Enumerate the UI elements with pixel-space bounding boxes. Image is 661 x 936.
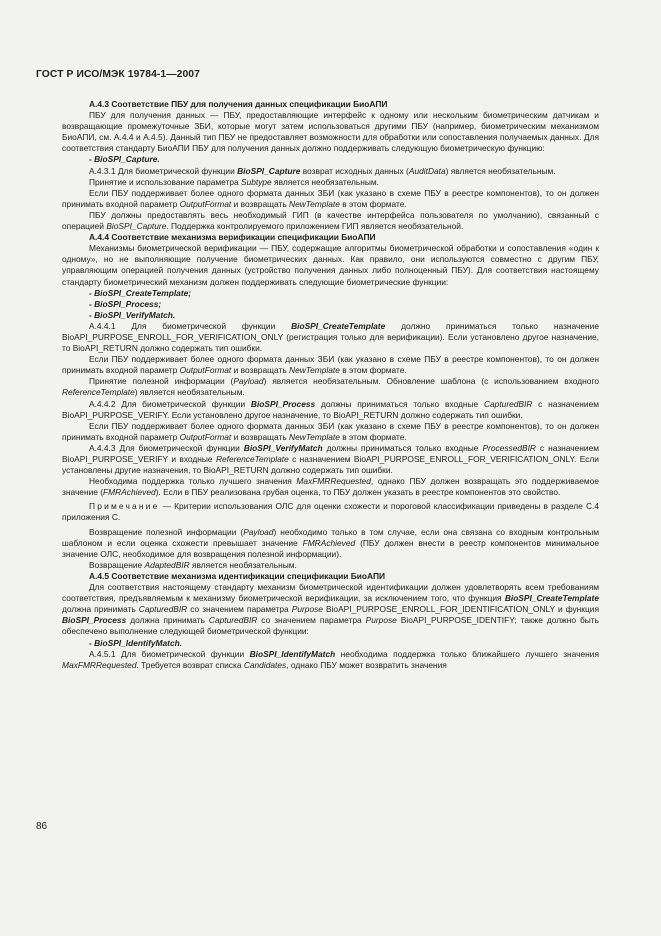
function-name: BioSPI_Process [250,398,316,409]
text-run: ). Если в ПБУ реализована грубая оценка, то ПБУ должен указать в реестре компонентов это свойство. [155,487,561,498]
page-content [62,99,599,671]
text-run: в этом формате. [339,365,407,376]
parameter-name: ReferenceTemplate [62,387,135,398]
function-name: BioSPI_CreateTemplate [291,320,386,331]
text-run: (ПБУ должен внести в реестр компонентов минимальное значение ОЛС, необходимое для возвращения полезной информации). [62,537,599,559]
text-run: ) является необязательным. Обновление шаблона (с использованием входного [263,376,599,387]
text-run: должно приниматься только назначение BioAPI_PURPOSE_ENROLL_FOR_VERIFICATION_ONLY (регистрация только для верификации). Если установлено другое назначение, то BioAPI_RETURN должно содержать тип ошибки. [62,320,599,354]
parameter-name: FMRAchieved [302,537,356,548]
parameter-name: NewTemplate [289,431,340,442]
text-run: необходима поддержка только ближайшего лучшего значения [335,648,599,659]
text-run: Принятие полезной информации ( [89,376,234,387]
function-list-item: - BioSPI_VerifyMatch. [89,309,176,320]
paragraph [62,476,599,498]
function-name: BioSPI_Capture [106,221,167,232]
function-name: BioSPI_IdentifyMatch [249,648,336,659]
parameter-name: OutputFormat [179,198,232,209]
parameter-name: ReferenceTemplate [215,454,289,464]
parameter-name: FMRAchieved [103,487,156,498]
paragraph [62,527,599,560]
section-heading-a45: А.4.5 Соответствие механизма идентификации спецификации БиоАПИ [89,570,385,581]
text-run: и возвращать [231,198,290,209]
parameter-name: CapturedBIR [483,398,533,409]
text-run: должна принимать [126,615,209,626]
clause-a451 [62,649,599,671]
text-run: Для соответствия настоящему стандарту механизм биометрической идентификации должен удовлетворять всем требованиям соответствия, предъявляемым к механизму биометрической верификации, за исключением того, что функция [62,582,599,604]
function-list-item: - BioSPI_IdentifyMatch. [89,637,183,648]
text-run: и возвращать [231,431,290,442]
clause-a442 [62,399,599,421]
text-run: BioAPI_PURPOSE_IDENTIFY; также должно быть обеспечено выполнение следующей биометрической функции: [62,615,599,637]
parameter-name: ProcessedBIR [482,442,536,453]
paragraph [62,560,599,571]
text-run: должны приниматься только входные [315,398,484,409]
text-run: . Требуется возврат списка [136,659,244,670]
text-run: А.4.5.1 Для биометрической функции [89,648,250,659]
text-run: и возвращать [231,365,290,376]
text-run: должна принимать [62,604,139,615]
text-run: Если ПБУ поддерживает более одного формата данных ЗБИ (как указано в схеме ПБУ в реестре компонентов), то он должен принимать входной параметр [62,187,599,209]
text-run: , однако ПБУ может возвратить значения [286,659,447,670]
function-name: BioSPI_Capture [237,165,301,176]
standard-header: ГОСТ Р ИСО/МЭК 19784-1—2007 [36,69,200,80]
paragraph [62,582,599,637]
paragraph [62,210,599,232]
text-run: А.4.4.3 Для биометрической функции [89,442,244,453]
paragraph: Механизмы биометрической верификации — ПБУ, содержащие алгоритмы биометрической обработки и сопоставления «один к одному», но не выполняющие получение биометрических данных. Как правило, они используются совместно с другим ПБУ, управляющим операцией получения данных (устройство получения данных либо полноценный ПБУ). Для соответствия настоящему стандарту биометрический механизм должен поддерживать следующие биометрические функции: [62,243,599,287]
function-list-item: - BioSPI_Process; [89,298,162,309]
parameter-name: NewTemplate [289,365,340,376]
text-run: ПБУ должны предоставлять весь необходимый ГИП (в качестве интерфейса пользователя по умолчанию), связанный с операцией [62,209,599,232]
text-run: ) является необязательным. [134,387,245,398]
note [62,501,599,523]
function-name: BioSPI_CreateTemplate [504,593,599,604]
note-label: Примечание [89,501,160,512]
text-run: А.4.4.1 Для биометрической функции [89,320,292,331]
function-name: BioSPI_Process [62,615,127,626]
parameter-name: MaxFMRRequested [296,476,371,487]
parameter-name: Payload [243,526,274,537]
parameter-name: OutputFormat [179,431,232,442]
parameter-name: CapturedBIR [138,604,188,615]
paragraph [62,188,599,210]
parameter-name: Candidates [243,659,287,670]
text-run: ) необходимо только в том случае, если она связана со входным контрольным шаблоном и если оценка схожести превышает значение [62,526,600,548]
text-run: со значением параметра [187,604,292,615]
parameter-name: MaxFMRRequested [62,659,137,670]
parameter-name: AdaptedBIR [144,559,190,570]
text-run: ) является необязательным. [445,165,556,176]
section-heading-a44: А.4.4 Соответствие механизма верификации спецификации БиоАПИ [89,232,376,243]
text-run: в этом формате. [339,198,407,209]
text-run: с назначением BioAPI_PURPOSE_ENROLL_FOR_VERIFICATION_ONLY. Если установлены другие назначения, то BioAPI_RETURN должно содержать тип ошибки. [62,454,599,476]
text-run: , однако ПБУ должен возвращать это поддерживаемое значение ( [62,476,599,498]
text-run: в этом формате. [339,431,407,442]
text-run: со значением параметра [257,615,366,626]
parameter-name: Payload [233,376,264,387]
parameter-name: Purpose [291,604,323,615]
parameter-name: NewTemplate [289,198,340,209]
page-number: 86 [36,821,48,832]
text-run: Если ПБУ поддерживает более одного формата данных ЗБИ (как указано в схеме ПБУ в реестре компонентов), то он должен принимать входной параметр [62,420,599,442]
parameter-name: CapturedBIR [208,615,258,626]
paragraph [62,354,599,376]
text-run: BioAPI_PURPOSE_ENROLL_FOR_IDENTIFICATION_ONLY и функция [322,604,599,615]
text-run: Необходима поддержка только лучшего значения [89,476,297,487]
paragraph [62,421,599,443]
text-run: Принятие и использование параметра [89,176,241,187]
text-run: является необязательным. [189,559,297,570]
parameter-name: OutputFormat [179,365,232,376]
section-heading-a43: А.4.3 Соответствие ПБУ для получения данных спецификации БиоАПИ [89,99,388,109]
clause-a441 [62,321,599,354]
paragraph [62,376,599,398]
clause-a431 [62,166,599,177]
paragraph: ПБУ для получения данных — ПБУ, предоставляющие интерфейс к одному или нескольким биометрическим датчикам и возвращающие промежуточные ЗБИ, которые могут затем использоваться другими ПБУ (например, биометрическим механизмом БиоАПИ, см. А.4.4 и А.4.5). Данный тип ПБУ не предоставляет возможности для обработки или сопоставления получаемых данных. Для соответствия стандарту БиоАПИ ПБУ для получения данных должно поддерживать следующую биометрическую функцию: [62,110,599,154]
note-text: — Критерии использования ОЛС для оценки схожести и пороговой классификации приведены в разделе С.4 приложения С. [62,501,599,523]
text-run: . Поддержка контролируемого приложением ГИП является необязательной. [166,221,464,232]
clause-a443 [62,443,599,476]
paragraph [62,177,599,188]
text-run: А.4.4.2 Для биометрической функции [89,398,251,409]
text-run: Возвращение полезной информации ( [89,526,244,537]
text-run: является необязательным. [271,176,379,187]
parameter-name: Purpose [365,615,397,626]
text-run: с назначением BioAPI_PURPOSE_VERIFY и входные [62,442,599,464]
function-list-item: - BioSPI_Capture. [89,154,160,165]
text-run: с назначением BioAPI_PURPOSE_VERIFY. Если установлено другое назначение, то BioAPI_RETURN должно содержать тип ошибки. [62,398,599,420]
text-run: А.4.3.1 Для биометрической функции [89,165,238,176]
function-name: BioSPI_VerifyMatch [243,442,323,453]
parameter-name: AuditData [408,165,446,176]
text-run: Возвращение [89,559,145,570]
parameter-name: Subtype [240,176,272,187]
function-list-item: - BioSPI_CreateTemplate; [89,287,192,298]
text-run: Если ПБУ поддерживает более одного формата данных ЗБИ (как указано в схеме ПБУ в реестре компонентов), то он должен принимать входной параметр [62,354,599,376]
text-run: возврат исходных данных ( [300,165,409,176]
text-run: должны приниматься только входные [322,442,483,453]
